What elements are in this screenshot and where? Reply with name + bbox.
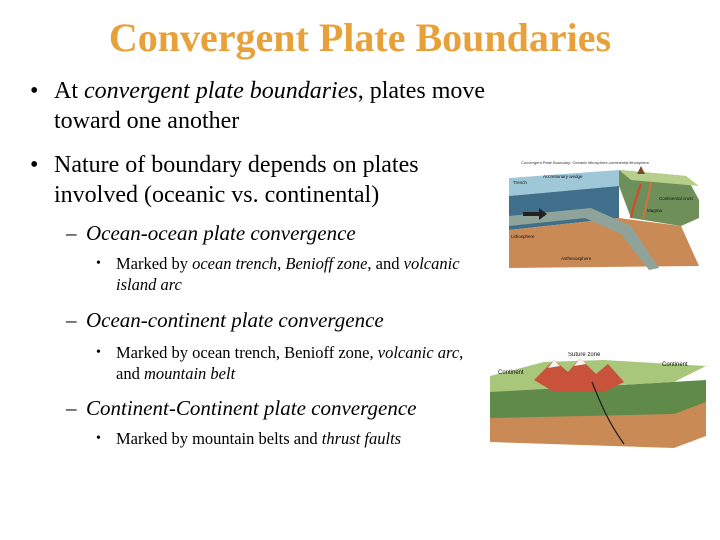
volcano-shape [637,166,645,174]
diagram-caption: Convergent Plate Boundary: Oceanic lithosphere-continental lithosphere [521,160,650,165]
sub-label: Ocean-continent plate convergence [86,308,384,332]
text-fragment: Marked by mountain belts and [116,429,322,448]
text-fragment: , plates move toward one another [54,78,486,134]
sub-ocean-continent [66,307,384,333]
text-fragment: At [54,78,84,104]
em-convergent-boundaries: convergent plate boundaries [84,78,358,104]
bullet-mark: • [96,256,101,271]
ocean-continent-convergence-diagram [481,156,711,276]
em-volcanic-arc: volcanic arc [377,343,460,362]
text-fragment: , and [367,254,404,273]
continent-continent-collision-diagram [484,352,712,452]
dash-mark: – [66,396,77,420]
em-mountain-belt: mountain belt [143,364,236,383]
sub-ocean-ocean [66,220,356,246]
bullet-mark: • [30,152,39,178]
detail-text [116,253,476,295]
em-ocean-trench: ocean trench [192,254,278,273]
diagram-label: Continent [498,370,524,376]
em-thrust-faults: thrust faults [321,429,402,448]
bullet-text [54,76,494,136]
diagram-label: Lithosphere [511,234,535,239]
diagram-label: Magma [647,208,663,213]
diagram-label: Trench [513,180,527,185]
slide-title: Convergent Plate Boundaries [108,15,612,60]
text-fragment: , and [116,343,464,383]
em-volcanic-island-arc: volcanic island arc [116,254,460,294]
sub-continent-continent [66,395,416,421]
diagram-label: Asthenosphere [561,256,592,261]
detail-text [116,342,476,384]
diagram-label: Accretionary wedge [543,174,583,179]
bullet-text: Nature of boundary depends on plates involved (oceanic vs. continental) [54,152,419,208]
bullet-mark: • [30,78,39,104]
dash-mark: – [66,308,77,332]
bullet-mark: • [96,431,101,446]
bullet-nature-of-boundary [30,150,494,210]
text-fragment: Marked by [116,254,193,273]
bullet-convergent-definition [30,76,494,136]
em-benioff-zone: Benioff zone [285,254,368,273]
sub-label: Ocean-ocean plate convergence [86,221,356,245]
bullet-mark: • [96,345,101,360]
sub-label: Continent-Continent plate convergence [86,396,417,420]
diagram-label: Continental crust [659,196,693,201]
diagram-label: Suture zone [568,352,601,358]
detail-text [116,428,476,449]
text-fragment: , [277,254,286,273]
detail-continent-continent [96,428,476,449]
detail-ocean-ocean [96,253,476,295]
dash-mark: – [66,221,77,245]
detail-ocean-continent [96,342,476,384]
diagram-label: Continent [662,362,688,368]
text-fragment: Marked by ocean trench, Benioff zone, [116,343,378,362]
